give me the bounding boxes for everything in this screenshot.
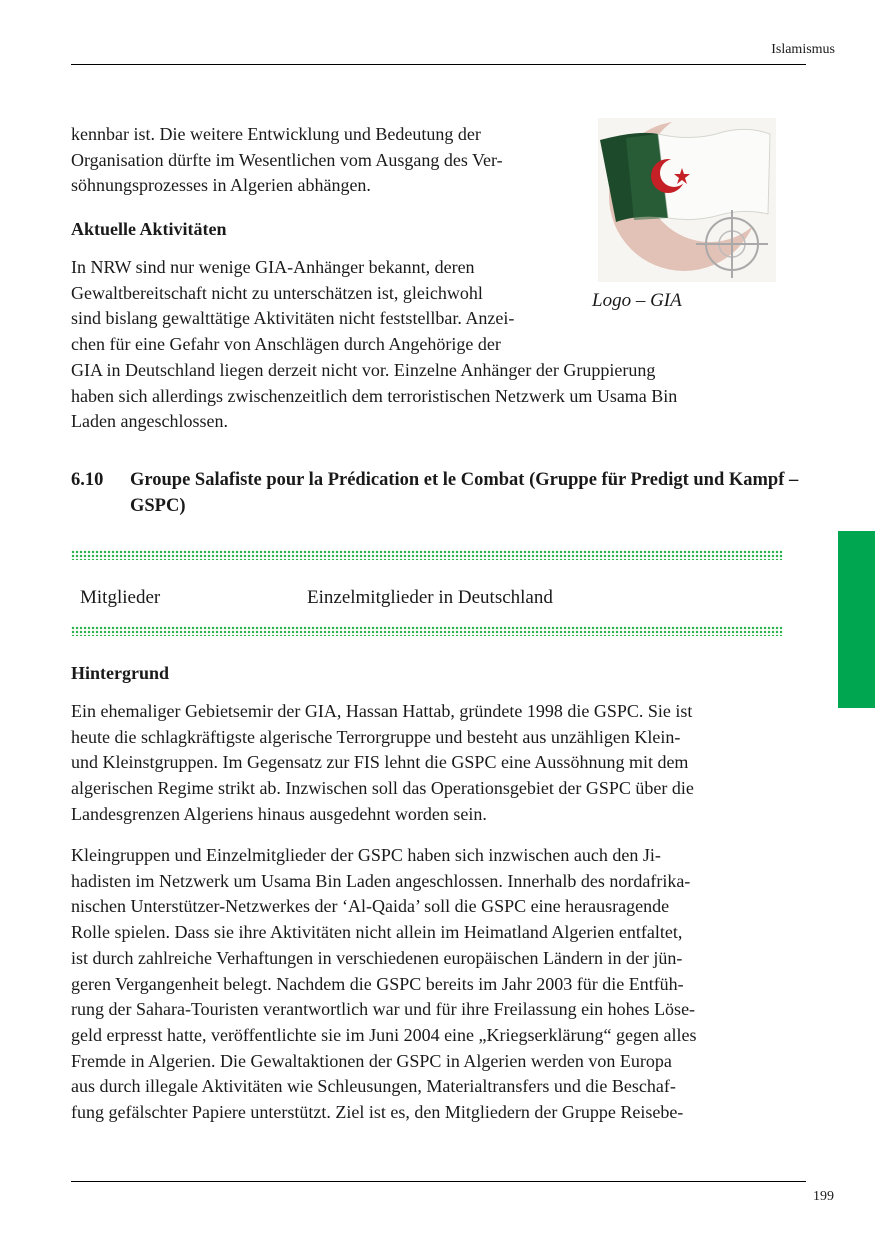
- text-line: Gewaltbereitschaft nicht zu unterschätzen ist, gleichwohl: [71, 282, 483, 303]
- text-line: sind bislang gewalttätige Aktivitäten nicht feststellbar. Anzei-: [71, 308, 515, 329]
- text-line: kennbar ist. Die weitere Entwicklung und Bedeutung der: [71, 124, 481, 144]
- text-line: Fremde in Algerien. Die Gewaltaktionen der GSPC in Algerien werden von Europa: [71, 1050, 672, 1071]
- text-line: rung der Sahara-Touristen verantwortlich war und für ihre Freilassung ein hohes Löse-: [71, 999, 696, 1020]
- text-line: Kleingruppen und Einzelmitglieder der GSPC haben sich inzwischen auch den Ji-: [71, 845, 661, 865]
- text-line: geld erpresst hatte, veröffentlichte sie im Juni 2004 eine „Kriegserklärung“ gegen alles: [71, 1024, 697, 1045]
- background-paragraph-1: [71, 699, 694, 828]
- members-value: Einzelmitglieder in Deutschland: [307, 587, 553, 608]
- text-line: Organisation dürfte im Wesentlichen vom Ausgang des Ver-: [71, 149, 503, 170]
- text-line: GIA in Deutschland liegen derzeit nicht vor. Einzelne Anhänger der Gruppierung: [71, 359, 656, 380]
- text-line: ist durch zahlreiche Verhaftungen in verschiedenen europäischen Ländern in der jün-: [71, 947, 683, 968]
- text-line: nischen Unterstützer-Netzwerkes der ‘Al-Qaida’ soll die GSPC eine herausragende: [71, 896, 670, 917]
- text-line: haben sich allerdings zwischenzeitlich dem terroristischen Netzwerk um Usama Bin: [71, 385, 678, 406]
- figure-caption: Logo – GIA: [592, 290, 682, 311]
- text-line: aus durch illegale Aktivitäten wie Schleusungen, Materialtransfers und die Beschaf-: [71, 1076, 676, 1097]
- background-heading: Hintergrund: [71, 663, 170, 683]
- page-number: 199: [813, 1189, 834, 1204]
- chapter-tab-marker: [838, 531, 875, 708]
- section-number: 6.10: [71, 470, 104, 490]
- text-line: algerischen Regime strikt ab. Inzwischen soll das Operationsgebiet der GSPC über die: [71, 778, 694, 799]
- members-label: Mitglieder: [80, 587, 161, 608]
- activities-paragraph: [71, 255, 677, 435]
- header-rule: [71, 64, 806, 65]
- footer-rule: [71, 1181, 806, 1182]
- text-line: fung gefälschter Papiere unterstützt. Ziel ist es, den Mitgliedern der Gruppe Reisebe-: [71, 1102, 684, 1123]
- text-line: Landesgrenzen Algeriens hinaus ausgedehnt worden sein.: [71, 803, 487, 824]
- dotted-divider-bottom: [71, 626, 783, 636]
- background-paragraph-2: [71, 843, 696, 1126]
- text-line: und Kleinstgruppen. Im Gegensatz zur FIS lehnt die GSPC eine Aussöhnung mit dem: [71, 752, 689, 773]
- text-line: söhnungsprozesses in Algerien abhängen.: [71, 175, 371, 196]
- text-line: Ein ehemaliger Gebietsemir der GIA, Hassan Hattab, gründete 1998 die GSPC. Sie ist: [71, 701, 693, 721]
- running-header: Islamismus: [771, 42, 835, 57]
- activities-heading: Aktuelle Aktivitäten: [71, 219, 227, 239]
- text-line: heute die schlagkräftigste algerische Terrorgruppe und besteht aus unzähligen Klein-: [71, 726, 681, 747]
- gia-logo-image: [598, 118, 776, 282]
- intro-paragraph: [71, 122, 503, 199]
- text-line: hadisten im Netzwerk um Usama Bin Laden angeschlossen. Innerhalb des nordafrika-: [71, 870, 691, 891]
- text-line: Rolle spielen. Dass sie ihre Aktivitäten nicht allein im Heimatland Algerien entfaltet,: [71, 922, 683, 943]
- text-line: chen für eine Gefahr von Anschlägen durch Angehörige der: [71, 334, 501, 355]
- text-line: Laden angeschlossen.: [71, 411, 228, 432]
- section-title: Groupe Salafiste pour la Prédication et le Combat (Gruppe für Predigt und Kampf – GSPC): [130, 470, 799, 516]
- text-line: In NRW sind nur wenige GIA-Anhänger bekannt, deren: [71, 257, 475, 277]
- text-line: geren Vergangenheit belegt. Nachdem die GSPC bereits im Jahr 2003 für die Entfüh-: [71, 973, 684, 994]
- dotted-divider-top: [71, 550, 783, 560]
